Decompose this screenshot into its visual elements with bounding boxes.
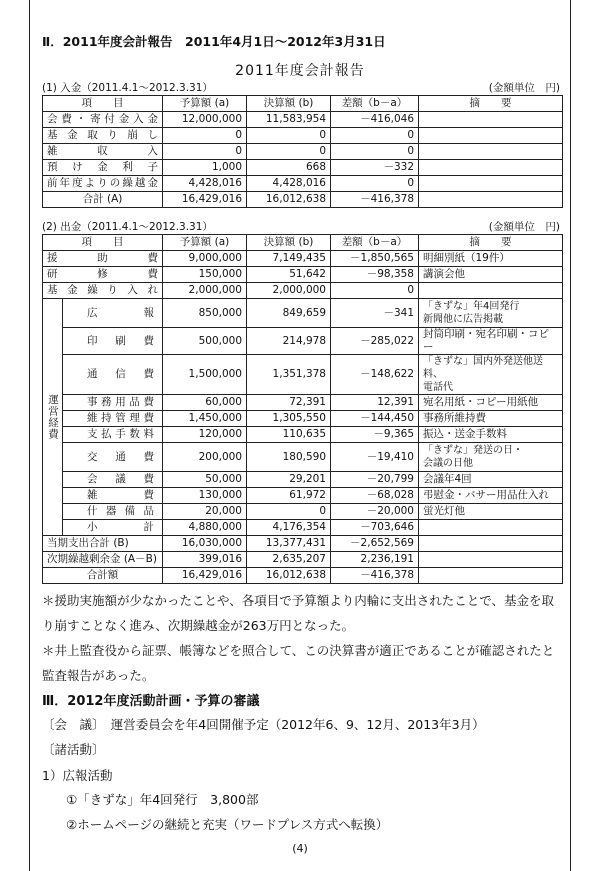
item-cell: 援助費 — [43, 251, 163, 267]
column-header: 項 目 — [43, 235, 163, 251]
table-row — [43, 472, 563, 488]
item-cell: 預け金利子 — [43, 160, 163, 176]
note-cell — [419, 536, 563, 552]
meeting-plan: 〔会 議〕 運営委員会を年4回開催予定（2012年6、9、12月、2013年3月） — [42, 717, 485, 732]
note-cell — [419, 520, 563, 536]
column-header: 決算額 (b) — [247, 235, 331, 251]
diff-cell: －285,022 — [331, 328, 419, 355]
column-header: 決算額 (b) — [247, 96, 331, 112]
budget-cell: 399,016 — [163, 552, 247, 568]
table-row — [43, 355, 563, 395]
budget-cell: 12,000,000 — [163, 112, 247, 128]
item-cell: 事務用品費 — [63, 395, 163, 411]
actual-cell: 668 — [247, 160, 331, 176]
item-cell: 前年度よりの繰越金 — [43, 176, 163, 192]
column-header: 摘 要 — [419, 96, 563, 112]
budget-cell: 1,500,000 — [163, 355, 247, 395]
budget-cell: 16,030,000 — [163, 536, 247, 552]
note-cell: 講演会他 — [419, 267, 563, 283]
actual-cell: 11,583,954 — [247, 112, 331, 128]
column-header: 予算額 (a) — [163, 235, 247, 251]
actual-cell: 61,972 — [247, 488, 331, 504]
note-cell: 「きずな」年4回発行 新聞他に広告掲載 — [419, 299, 563, 328]
note-1: ＊援助実施額が少なかったことや、各項目で予算額より内輪に支出されたことで、基金を取り崩すことなく進み、次期繰越金が263万円となった。 — [42, 593, 555, 633]
note-cell: 会議年4回 — [419, 472, 563, 488]
actual-cell: 16,012,638 — [247, 568, 331, 584]
note-cell — [419, 568, 563, 584]
note-cell: 宛名用紙・コピー用紙他 — [419, 395, 563, 411]
page-border-left — [29, 0, 30, 871]
budget-cell: 16,429,016 — [163, 568, 247, 584]
note-cell — [419, 160, 563, 176]
note-cell: 弔慰金・バサー用品仕入れ — [419, 488, 563, 504]
table-row — [43, 299, 563, 328]
section-2-title: Ⅱ．2011年度会計報告 2011年4月1日～2012年3月31日 — [42, 34, 386, 49]
actual-cell: 2,000,000 — [247, 283, 331, 299]
diff-cell: －19,410 — [331, 443, 419, 472]
column-header: 摘 要 — [419, 235, 563, 251]
page-number: (4) — [292, 842, 308, 855]
note-cell — [419, 283, 563, 299]
note-cell — [419, 176, 563, 192]
item-cell: 支払手数料 — [63, 427, 163, 443]
budget-cell: 1,000 — [163, 160, 247, 176]
note-cell: 「きずな」国内外発送他送料、 電話代 — [419, 355, 563, 395]
table-row — [43, 552, 563, 568]
diff-cell: －148,622 — [331, 355, 419, 395]
budget-cell: 500,000 — [163, 328, 247, 355]
item-cell: 会費・寄付金入金 — [43, 112, 163, 128]
note-cell — [419, 552, 563, 568]
item-cell: 広報 — [63, 299, 163, 328]
income-table — [42, 95, 563, 208]
diff-cell: 12,391 — [331, 395, 419, 411]
actual-cell: 16,012,638 — [247, 192, 331, 208]
table-row — [43, 112, 563, 128]
diff-cell: －703,646 — [331, 520, 419, 536]
diff-cell: 0 — [331, 144, 419, 160]
table-row — [43, 568, 563, 584]
income-unit: (金額単位 円) — [488, 82, 560, 94]
note-cell — [419, 192, 563, 208]
item-cell: 什器備品 — [63, 504, 163, 520]
table-row — [43, 427, 563, 443]
budget-cell: 850,000 — [163, 299, 247, 328]
actual-cell: 180,590 — [247, 443, 331, 472]
item-cell: 通信費 — [63, 355, 163, 395]
diff-cell: －98,358 — [331, 267, 419, 283]
table-row — [43, 160, 563, 176]
column-header: 差額（b－a） — [331, 96, 419, 112]
actual-cell: 1,305,550 — [247, 411, 331, 427]
pr-item-2: ②ホームページの継続と充実（ワードプレス方式へ転換） — [66, 817, 389, 832]
note-cell — [419, 128, 563, 144]
actual-cell: 1,351,378 — [247, 355, 331, 395]
table-row — [43, 328, 563, 355]
diff-cell: －341 — [331, 299, 419, 328]
actual-cell: 0 — [247, 144, 331, 160]
actual-cell: 110,635 — [247, 427, 331, 443]
pr-activities-label: 1）広報活動 — [42, 768, 113, 783]
table-row — [43, 267, 563, 283]
diff-cell: －416,046 — [331, 112, 419, 128]
note-cell — [419, 112, 563, 128]
item-cell: 合計額 — [43, 568, 163, 584]
note-2: ＊井上監査役から証票、帳簿などを照合して、この決算書が適正であることが確認されたと監査報告があった。 — [42, 643, 555, 683]
diff-cell: －68,028 — [331, 488, 419, 504]
budget-cell: 2,000,000 — [163, 283, 247, 299]
table-row — [43, 520, 563, 536]
budget-cell: 4,880,000 — [163, 520, 247, 536]
item-cell: 印刷費 — [63, 328, 163, 355]
table-row — [43, 128, 563, 144]
expense-caption: (2) 出金（2011.4.1～2012.3.31） — [42, 221, 213, 233]
budget-cell: 130,000 — [163, 488, 247, 504]
diff-cell: －416,378 — [331, 192, 419, 208]
diff-cell: －20,000 — [331, 504, 419, 520]
activities-label: 〔諸活動〕 — [42, 742, 105, 757]
diff-cell: －20,799 — [331, 472, 419, 488]
budget-cell: 4,428,016 — [163, 176, 247, 192]
item-cell: 研修費 — [43, 267, 163, 283]
table-row — [43, 443, 563, 472]
actual-cell: 849,659 — [247, 299, 331, 328]
item-cell: 次期繰越剰余金 (A－B) — [43, 552, 163, 568]
diff-cell: －144,450 — [331, 411, 419, 427]
table-row — [43, 144, 563, 160]
table-row — [43, 251, 563, 267]
section-3-title: Ⅲ．2012年度活動計画・予算の審議 — [42, 694, 260, 709]
actual-cell: 4,176,354 — [247, 520, 331, 536]
page-border-right — [570, 0, 571, 871]
table-row — [43, 536, 563, 552]
item-cell: 維持管理費 — [63, 411, 163, 427]
budget-cell: 20,000 — [163, 504, 247, 520]
budget-cell: 60,000 — [163, 395, 247, 411]
item-cell: 交通費 — [63, 443, 163, 472]
budget-cell: 0 — [163, 128, 247, 144]
actual-cell: 0 — [247, 128, 331, 144]
expense-unit: (金額単位 円) — [488, 221, 560, 233]
table-row — [43, 395, 563, 411]
budget-cell: 1,450,000 — [163, 411, 247, 427]
budget-cell: 120,000 — [163, 427, 247, 443]
table-row — [43, 176, 563, 192]
actual-cell: 13,377,431 — [247, 536, 331, 552]
actual-cell: 2,635,207 — [247, 552, 331, 568]
actual-cell: 51,642 — [247, 267, 331, 283]
income-caption: (1) 入金（2011.4.1～2012.3.31） — [42, 82, 213, 94]
column-header: 差額（b－a） — [331, 235, 419, 251]
budget-cell: 9,000,000 — [163, 251, 247, 267]
income-header-row — [43, 96, 563, 112]
item-cell: 合計 (A) — [43, 192, 163, 208]
diff-cell: －2,652,569 — [331, 536, 419, 552]
diff-cell: 0 — [331, 283, 419, 299]
table-row — [43, 504, 563, 520]
item-cell: 会議費 — [63, 472, 163, 488]
table-row — [43, 411, 563, 427]
table-row — [43, 283, 563, 299]
expense-header-row — [43, 235, 563, 251]
column-header: 予算額 (a) — [163, 96, 247, 112]
diff-cell: －416,378 — [331, 568, 419, 584]
note-cell: 「きずな」発送の日・ 会議の日他 — [419, 443, 563, 472]
actual-cell: 72,391 — [247, 395, 331, 411]
group-label-operating-expenses: 運営経費 — [43, 299, 63, 536]
note-cell — [419, 144, 563, 160]
item-cell: 基金繰り入れ — [43, 283, 163, 299]
diff-cell: －332 — [331, 160, 419, 176]
actual-cell: 7,149,435 — [247, 251, 331, 267]
diff-cell: 0 — [331, 128, 419, 144]
note-cell: 振込・送金手数料 — [419, 427, 563, 443]
actual-cell: 214,978 — [247, 328, 331, 355]
note-cell: 明細別紙（19件） — [419, 251, 563, 267]
diff-cell: 0 — [331, 176, 419, 192]
diff-cell: －9,365 — [331, 427, 419, 443]
budget-cell: 16,429,016 — [163, 192, 247, 208]
budget-cell: 150,000 — [163, 267, 247, 283]
item-cell: 基金取り崩し — [43, 128, 163, 144]
actual-cell: 29,201 — [247, 472, 331, 488]
total-row — [43, 192, 563, 208]
actual-cell: 0 — [247, 504, 331, 520]
item-cell: 雑費 — [63, 488, 163, 504]
actual-cell: 4,428,016 — [247, 176, 331, 192]
item-cell: 当期支出合計 (B) — [43, 536, 163, 552]
note-cell: 蛍光灯他 — [419, 504, 563, 520]
pr-item-1: ①「きずな」年4回発行 3,800部 — [66, 792, 259, 807]
budget-cell: 50,000 — [163, 472, 247, 488]
report-title: 2011年度会計報告 — [235, 63, 365, 79]
column-header: 項 目 — [43, 96, 163, 112]
item-cell: 雑収入 — [43, 144, 163, 160]
diff-cell: －1,850,565 — [331, 251, 419, 267]
expense-table — [42, 234, 563, 584]
table-row — [43, 488, 563, 504]
note-cell: 事務所維持費 — [419, 411, 563, 427]
note-cell: 封筒印刷・宛名印刷・コピー — [419, 328, 563, 355]
budget-cell: 0 — [163, 144, 247, 160]
item-cell: 小計 — [63, 520, 163, 536]
diff-cell: 2,236,191 — [331, 552, 419, 568]
budget-cell: 200,000 — [163, 443, 247, 472]
